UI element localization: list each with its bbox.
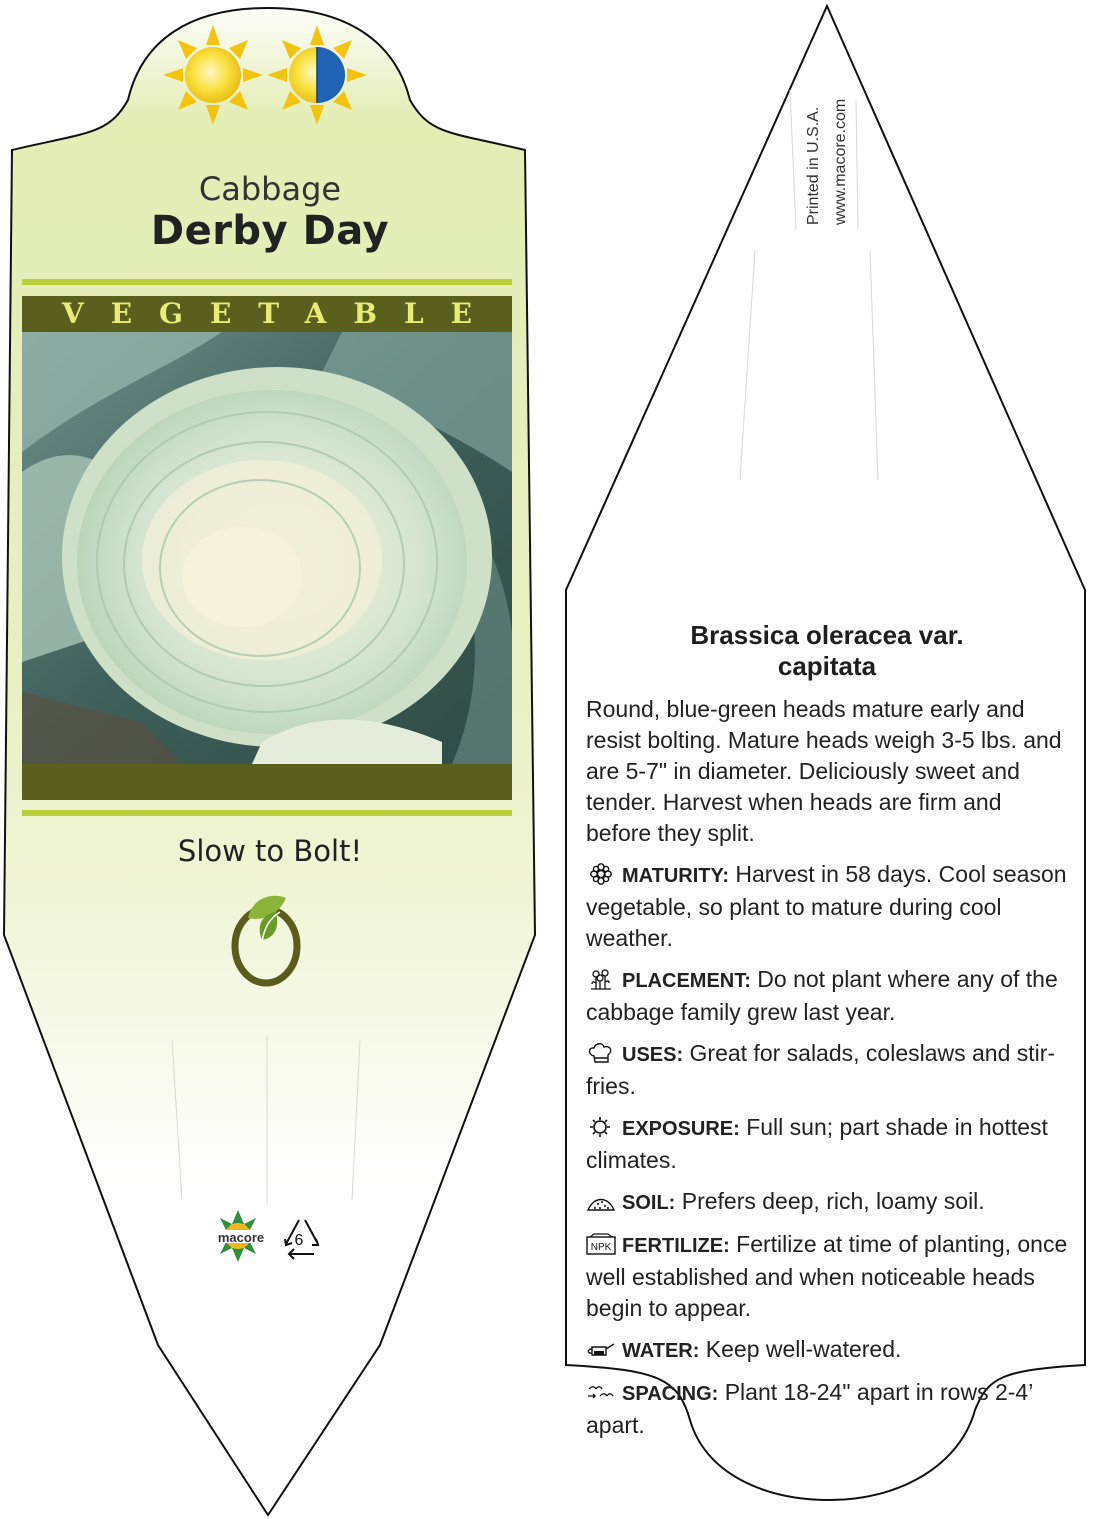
care-maturity — [586, 859, 1068, 954]
care-uses — [586, 1038, 1068, 1102]
category-label: VEGETABLE — [61, 297, 500, 330]
latin-name — [586, 620, 1068, 682]
soil-mound-icon — [586, 1190, 616, 1212]
part-sun-icon — [267, 25, 367, 125]
sun-outline-icon — [586, 1116, 616, 1138]
printed-in: Printed in U.S.A. — [805, 106, 822, 225]
care-label: SOIL: — [622, 1192, 676, 1214]
care-exposure — [586, 1112, 1068, 1176]
common-name: Cabbage — [198, 170, 342, 208]
care-label: SPACING: — [622, 1383, 719, 1405]
care-fertilize — [586, 1229, 1068, 1324]
care-label: WATER: — [622, 1340, 700, 1362]
care-text: Plant 18-24" apart in rows 2-4’ apart. — [586, 1379, 1033, 1438]
care-spacing — [586, 1377, 1068, 1441]
care-label: PLACEMENT: — [622, 970, 751, 992]
bottom-band — [22, 764, 512, 800]
care-text: Do not plant where any of the cabbage family grew last year. — [586, 966, 1058, 1025]
care-water — [586, 1334, 1068, 1367]
care-placement — [586, 964, 1068, 1028]
variety-name: Derby Day — [150, 208, 390, 254]
care-soil — [586, 1186, 1068, 1219]
care-label: USES: — [622, 1044, 684, 1066]
watering-can-icon — [586, 1338, 616, 1360]
care-text: Harvest in 58 days. Cool season vegetable, so plant to mature during cool weather. — [586, 861, 1067, 951]
care-label: FERTILIZE: — [622, 1235, 730, 1257]
full-sun-icon — [163, 25, 263, 125]
care-text: Keep well-watered. — [699, 1336, 902, 1362]
chef-hat-icon — [586, 1042, 616, 1064]
back-content — [586, 620, 1068, 1451]
care-text: Prefers deep, rich, loamy soil. — [675, 1188, 985, 1214]
latin-name-line2: capitata — [777, 651, 877, 681]
lime-stripe-bottom — [22, 810, 512, 816]
flower-icon — [586, 863, 616, 885]
care-text: Fertilize at time of planting, once well established and when noticeable heads begin to appear. — [586, 1231, 1068, 1321]
care-text: Great for salads, coleslaws and stir-fries. — [586, 1040, 1056, 1099]
latin-name-line1: Brassica oleracea var. — [690, 620, 964, 650]
recycle-code: 6 — [294, 1232, 304, 1249]
tagline: Slow to Bolt! — [177, 834, 363, 868]
website: www.macore.com — [832, 98, 849, 225]
lime-stripe-top — [22, 279, 512, 285]
brand-name: macore — [217, 1230, 265, 1245]
care-label: EXPOSURE: — [622, 1118, 740, 1140]
npk-text: NPK — [590, 1242, 612, 1253]
care-label: MATURITY: — [622, 865, 730, 887]
description: Round, blue-green heads mature early and resist bolting. Mature heads weigh 3-5 lbs. and are 5-7" in diameter. Deliciously sweet and tender. Harvest when heads are firm and before they split. — [586, 696, 1062, 846]
plants-icon — [586, 968, 616, 990]
cabbage-photo — [22, 332, 512, 764]
care-text: Full sun; part shade in hottest climates. — [586, 1114, 1048, 1173]
spacing-icon — [586, 1381, 616, 1403]
npk-icon — [586, 1233, 616, 1255]
